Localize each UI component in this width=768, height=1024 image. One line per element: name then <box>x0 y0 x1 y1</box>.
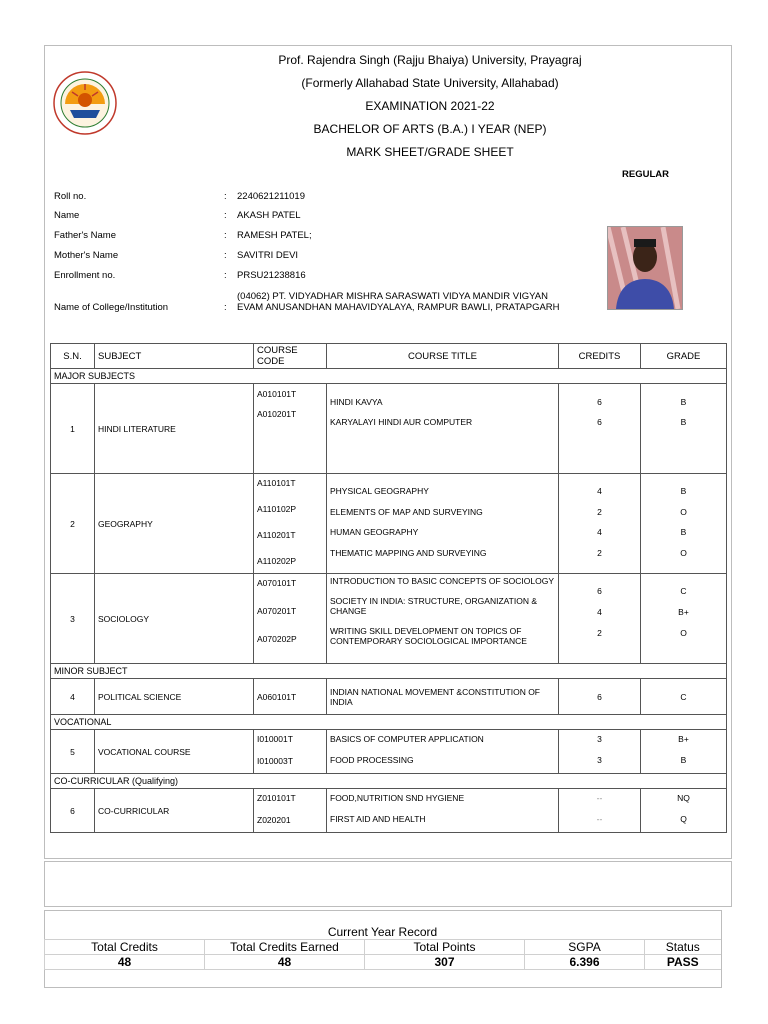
course-title: INTRODUCTION TO BASIC CONCEPTS OF SOCIOLOGY <box>330 576 555 586</box>
colon: : <box>224 270 227 281</box>
student-photo <box>607 226 683 310</box>
credit-value: 2 <box>597 547 602 558</box>
blank-panel <box>44 861 732 907</box>
summary-value-row <box>45 955 721 970</box>
credit-value: 4 <box>597 527 602 537</box>
course-title: ELEMENTS OF MAP AND SURVEYING <box>330 506 483 517</box>
course-code: A010201T <box>257 409 297 419</box>
grade-value: B <box>680 486 687 496</box>
colon: : <box>224 302 227 313</box>
row-subject: GEOGRAPHY <box>95 474 254 574</box>
grade-value: B+ <box>678 733 689 744</box>
header-sn: S.N. <box>51 344 95 369</box>
grade-value: B <box>680 417 687 427</box>
course-title: FOOD,NUTRITION SND HYGIENE <box>330 792 465 803</box>
credit-value: -- <box>596 792 603 803</box>
father-label: Father's Name <box>54 230 117 241</box>
row-sn: 2 <box>51 474 95 574</box>
credit-value: 3 <box>597 754 602 765</box>
grade-value: O <box>680 506 687 517</box>
credit-value: 3 <box>597 733 602 744</box>
college-label: Name of College/Institution <box>54 302 169 313</box>
row-subject: SOCIOLOGY <box>95 574 254 664</box>
course-title: FOOD PROCESSING <box>330 754 414 765</box>
section-major: MAJOR SUBJECTS <box>51 369 727 384</box>
table-row <box>51 789 727 833</box>
course-code: I010003T <box>257 755 293 766</box>
credit-value: 6 <box>559 679 641 715</box>
course-title: HINDI KAVYA <box>330 397 383 407</box>
grade-value: B+ <box>678 607 689 617</box>
course-code: A110201T <box>257 530 296 540</box>
summary-label: Total Credits Earned <box>205 940 365 955</box>
table-row <box>51 384 727 474</box>
grade-value: NQ <box>677 792 690 803</box>
grade-value: C <box>680 586 687 596</box>
row-subject: VOCATIONAL COURSE <box>95 730 254 774</box>
mother-label: Mother's Name <box>54 250 119 261</box>
course-title: HUMAN GEOGRAPHY <box>330 527 419 537</box>
total-credits-value: 48 <box>45 955 205 970</box>
exam-title: EXAMINATION 2021-22 <box>365 99 495 113</box>
summary-label: Status <box>645 940 721 955</box>
credit-value: -- <box>596 813 603 824</box>
course-code: A110202P <box>257 556 297 566</box>
credit-value: 6 <box>597 397 602 407</box>
course-title: THEMATIC MAPPING AND SURVEYING <box>330 547 487 558</box>
course-code: A110101T <box>257 478 296 488</box>
course-code: A110102P <box>257 504 297 514</box>
course-code: A010101T <box>257 389 297 399</box>
summary-label: Total Points <box>365 940 525 955</box>
name-value: AKASH PATEL <box>237 210 301 221</box>
course-code: I010001T <box>257 733 293 744</box>
table-row <box>51 474 727 574</box>
course-title: PHYSICAL GEOGRAPHY <box>330 486 429 496</box>
course-code: Z020201 <box>257 814 291 825</box>
roll-label: Roll no. <box>54 191 87 202</box>
section-cocurricular: CO-CURRICULAR (Qualifying) <box>51 774 727 789</box>
header-subject: SUBJECT <box>95 344 254 369</box>
enrollment-label: Enrollment no. <box>54 270 116 281</box>
grade-value: B <box>680 397 687 407</box>
university-name: Prof. Rajendra Singh (Rajju Bhaiya) University, Prayagraj <box>278 53 582 67</box>
summary-heading: Current Year Record <box>45 925 721 940</box>
row-sn: 1 <box>51 384 95 474</box>
credit-value: 6 <box>597 586 602 596</box>
status-value: PASS <box>645 955 721 970</box>
credit-value: 2 <box>597 628 602 638</box>
course-code: A070101T <box>257 578 297 588</box>
summary-table <box>44 925 721 970</box>
header-course-code: COURSE CODE <box>254 344 327 369</box>
row-sn: 6 <box>51 789 95 833</box>
grade-value: C <box>641 679 727 715</box>
course-title: SOCIETY IN INDIA: STRUCTURE, ORGANIZATION & CHANGE <box>330 596 538 616</box>
grade-value: O <box>680 628 687 638</box>
document-title: MARK SHEET/GRADE SHEET <box>346 145 514 159</box>
course-code: A070201T <box>257 606 297 616</box>
father-value: RAMESH PATEL; <box>237 230 312 241</box>
header-grade: GRADE <box>641 344 727 369</box>
row-sn: 3 <box>51 574 95 664</box>
course-code: A060101T <box>254 679 327 715</box>
section-minor: MINOR SUBJECT <box>51 664 727 679</box>
course-title: WRITING SKILL DEVELOPMENT ON TOPICS OF CONTEMPORARY SOCIOLOGICAL IMPORTANCE <box>330 626 527 646</box>
university-former-name: (Formerly Allahabad State University, Allahabad) <box>301 76 559 90</box>
colon: : <box>224 250 227 261</box>
credits-earned-value: 48 <box>205 955 365 970</box>
course-title: FIRST AID AND HEALTH <box>330 813 426 824</box>
name-label: Name <box>54 210 80 221</box>
credit-value: 6 <box>597 417 602 427</box>
sgpa-value: 6.396 <box>525 955 645 970</box>
roll-value: 2240621211019 <box>237 191 305 202</box>
header-course-title: COURSE TITLE <box>327 344 559 369</box>
colon: : <box>224 210 227 221</box>
mother-value: SAVITRI DEVI <box>237 250 299 261</box>
marks-table <box>50 343 727 833</box>
colon: : <box>224 191 227 202</box>
table-header-row <box>51 344 727 369</box>
row-sn: 4 <box>51 679 95 715</box>
credit-value: 4 <box>597 607 602 617</box>
university-logo <box>52 70 118 136</box>
credit-value: 2 <box>597 506 602 517</box>
credit-value: 4 <box>597 486 602 496</box>
summary-label-row <box>45 940 721 955</box>
summary-label: SGPA <box>525 940 645 955</box>
header-credits: CREDITS <box>559 344 641 369</box>
table-row <box>51 730 727 774</box>
grade-value: B <box>680 527 687 537</box>
colon: : <box>224 230 227 241</box>
course-title: KARYALAYI HINDI AUR COMPUTER <box>330 417 473 427</box>
course-code: A070202P <box>257 634 297 644</box>
row-sn: 5 <box>51 730 95 774</box>
enrollment-value: PRSU21238816 <box>237 270 306 281</box>
grade-value: O <box>680 547 687 558</box>
course-title: INDIAN NATIONAL MOVEMENT &CONSTITUTION OF INDIA <box>327 679 559 715</box>
table-row <box>51 574 727 664</box>
summary-label: Total Credits <box>45 940 205 955</box>
row-subject: CO-CURRICULAR <box>95 789 254 833</box>
grade-value: B <box>680 754 687 765</box>
table-row <box>51 679 727 715</box>
course-code: Z010101T <box>257 792 296 803</box>
row-subject: HINDI LITERATURE <box>95 384 254 474</box>
course-title: BASICS OF COMPUTER APPLICATION <box>330 733 484 744</box>
section-vocational: VOCATIONAL <box>51 715 727 730</box>
student-type: REGULAR <box>622 169 669 180</box>
row-subject: POLITICAL SCIENCE <box>95 679 254 715</box>
student-photo-image <box>608 227 682 309</box>
grade-value: Q <box>680 813 687 824</box>
college-value: (04062) PT. VIDYADHAR MISHRA SARASWATI VIDYA MANDIR VIGYAN EVAM ANUSANDHAN MAHAVIDYALAYA, RAMPUR BAWLI, PRATAPGARH <box>237 291 560 313</box>
programme-title: BACHELOR OF ARTS (B.A.) I YEAR (NEP) <box>313 122 547 136</box>
total-points-value: 307 <box>365 955 525 970</box>
